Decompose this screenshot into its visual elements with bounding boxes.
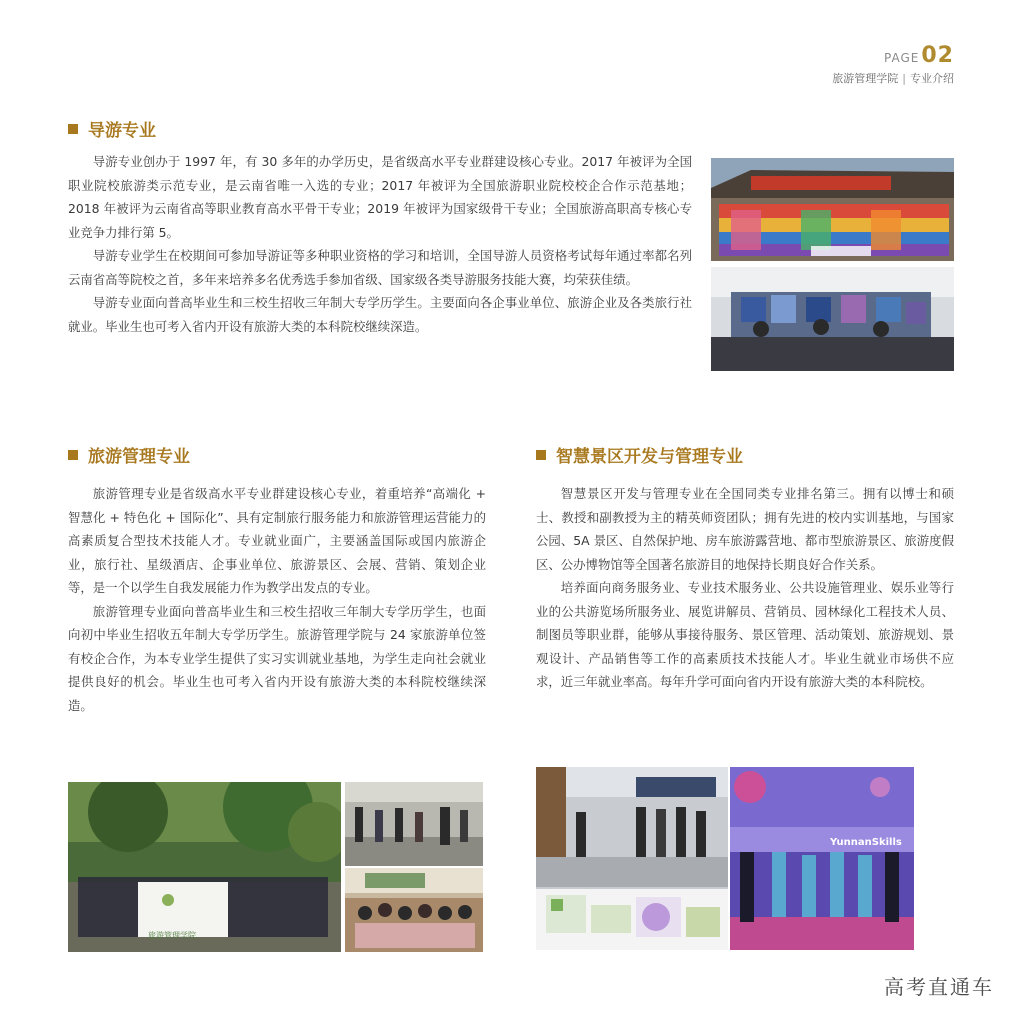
tourism-paragraph-1: 旅游管理专业是省级高水平专业群建设核心专业，着重培养“高端化 + 智慧化 + 特色化 + 国际化”、具有定制旅行服务能力和旅游管理运营能力的高素质复合型技术技能人才。专业就业面广，主要涵盖国际或国内旅游企业，旅行社、星级酒店、企事业单位、旅游景区、会展、营销、策划企业等，是一个以学生自我发展能力作为教学出发点的专业。 — [68, 486, 486, 595]
scenic-award-photo — [730, 767, 914, 950]
guide-paragraph-2: 导游专业学生在校期间可参加导游证等多种职业资格的学习和培训，全国导游人员资格考试每年通过率都名列云南省高等院校之首，多年来培养多名优秀选手参加省级、国家级各类导游服务技能大赛，均荣获佳绩。 — [68, 248, 692, 287]
tourism-body — [68, 482, 486, 717]
tourism-classroom-photo — [345, 868, 483, 952]
page-word: PAGE — [884, 51, 920, 65]
guide-craft-photo — [711, 267, 954, 371]
yunnan-skills-text: YunnanSkills — [830, 837, 902, 848]
guide-section-title — [68, 116, 156, 141]
banner-text: 旅游管理学院 — [148, 931, 196, 940]
tourism-station-photo — [345, 782, 483, 866]
guide-paragraph-3: 导游专业面向普高毕业生和三校生招收三年制大专学历学生。主要面向各企事业单位、旅游企业及各类旅行社就业。毕业生也可考入省内开设有旅游大类的本科院校继续深造。 — [68, 295, 692, 334]
scenic-paragraph-2: 培养面向商务服务业、专业技术服务业、公共设施管理业、娱乐业等行业的公共游览场所服务业、展览讲解员、营销员、园林绿化工程技术人员、制图员等职业群，能够从事接待服务、景区管理、活动策划、旅游规划、景观设计、产品销售等工作的高素质技术技能人才。毕业生就业市场供不应求，近三年就业率高。每年升学可面向省内开设有旅游大类的本科院校。 — [536, 580, 954, 689]
guide-paragraph-1: 导游专业创办于 1997 年，有 30 多年的办学历史，是省级高水平专业群建设核心专业。2017 年被评为全国职业院校旅游类示范专业，是云南省唯一入选的专业；2017 年被评为全国旅游职业院校校企合作示范基地；2018 年被评为云南省高等职业教育高水平骨干专业；2019 年被评为国家级骨干专业；全国旅游高职高专核心专业竞争力排行第 5。 — [68, 154, 692, 240]
page-subtitle — [832, 70, 954, 86]
scenic-section-title — [536, 442, 743, 467]
guide-group-photo — [711, 158, 954, 261]
page-number: 02 — [921, 43, 954, 68]
scenic-title-text: 智慧景区开发与管理专业 — [556, 447, 743, 467]
tourism-paragraph-2: 旅游管理专业面向普高毕业生和三校生招收三年制大专学历学生，也面向初中毕业生招收五年制大专学历学生。旅游管理学院与 24 家旅游单位签有校企合作，为本专业学生提供了实习实训就业基地，为学生走向社会就业提供良好的机会。毕业生也可考入省内开设有旅游大类的本科院校继续深造。 — [68, 603, 486, 713]
college-name: 旅游管理学院 — [832, 72, 899, 85]
page-number-line — [832, 43, 954, 68]
section-name: 专业介绍 — [910, 72, 954, 85]
tourism-title-text: 旅游管理专业 — [88, 447, 190, 467]
tourism-section-title — [68, 442, 190, 467]
title-marker — [536, 450, 546, 460]
watermark: 高考直通车 — [884, 975, 994, 999]
subtitle-separator: | — [902, 72, 906, 85]
scenic-exhibition-photo — [536, 767, 728, 950]
guide-title-text: 导游专业 — [88, 121, 156, 141]
title-marker — [68, 450, 78, 460]
scenic-paragraph-1: 智慧景区开发与管理专业在全国同类专业排名第三。拥有以博士和硕士、教授和副教授为主的精英师资团队；拥有先进的校内实训基地，与国家公园、5A 景区、自然保护地、房车旅游露营地、都市型旅游景区、旅游度假区、公办博物馆等全国著名旅游目的地保持长期良好合作关系。 — [536, 486, 954, 572]
guide-body — [68, 150, 692, 338]
tourism-outdoor-group-photo — [68, 782, 341, 952]
title-marker — [68, 124, 78, 134]
scenic-body — [536, 482, 954, 694]
page-header — [832, 43, 954, 86]
